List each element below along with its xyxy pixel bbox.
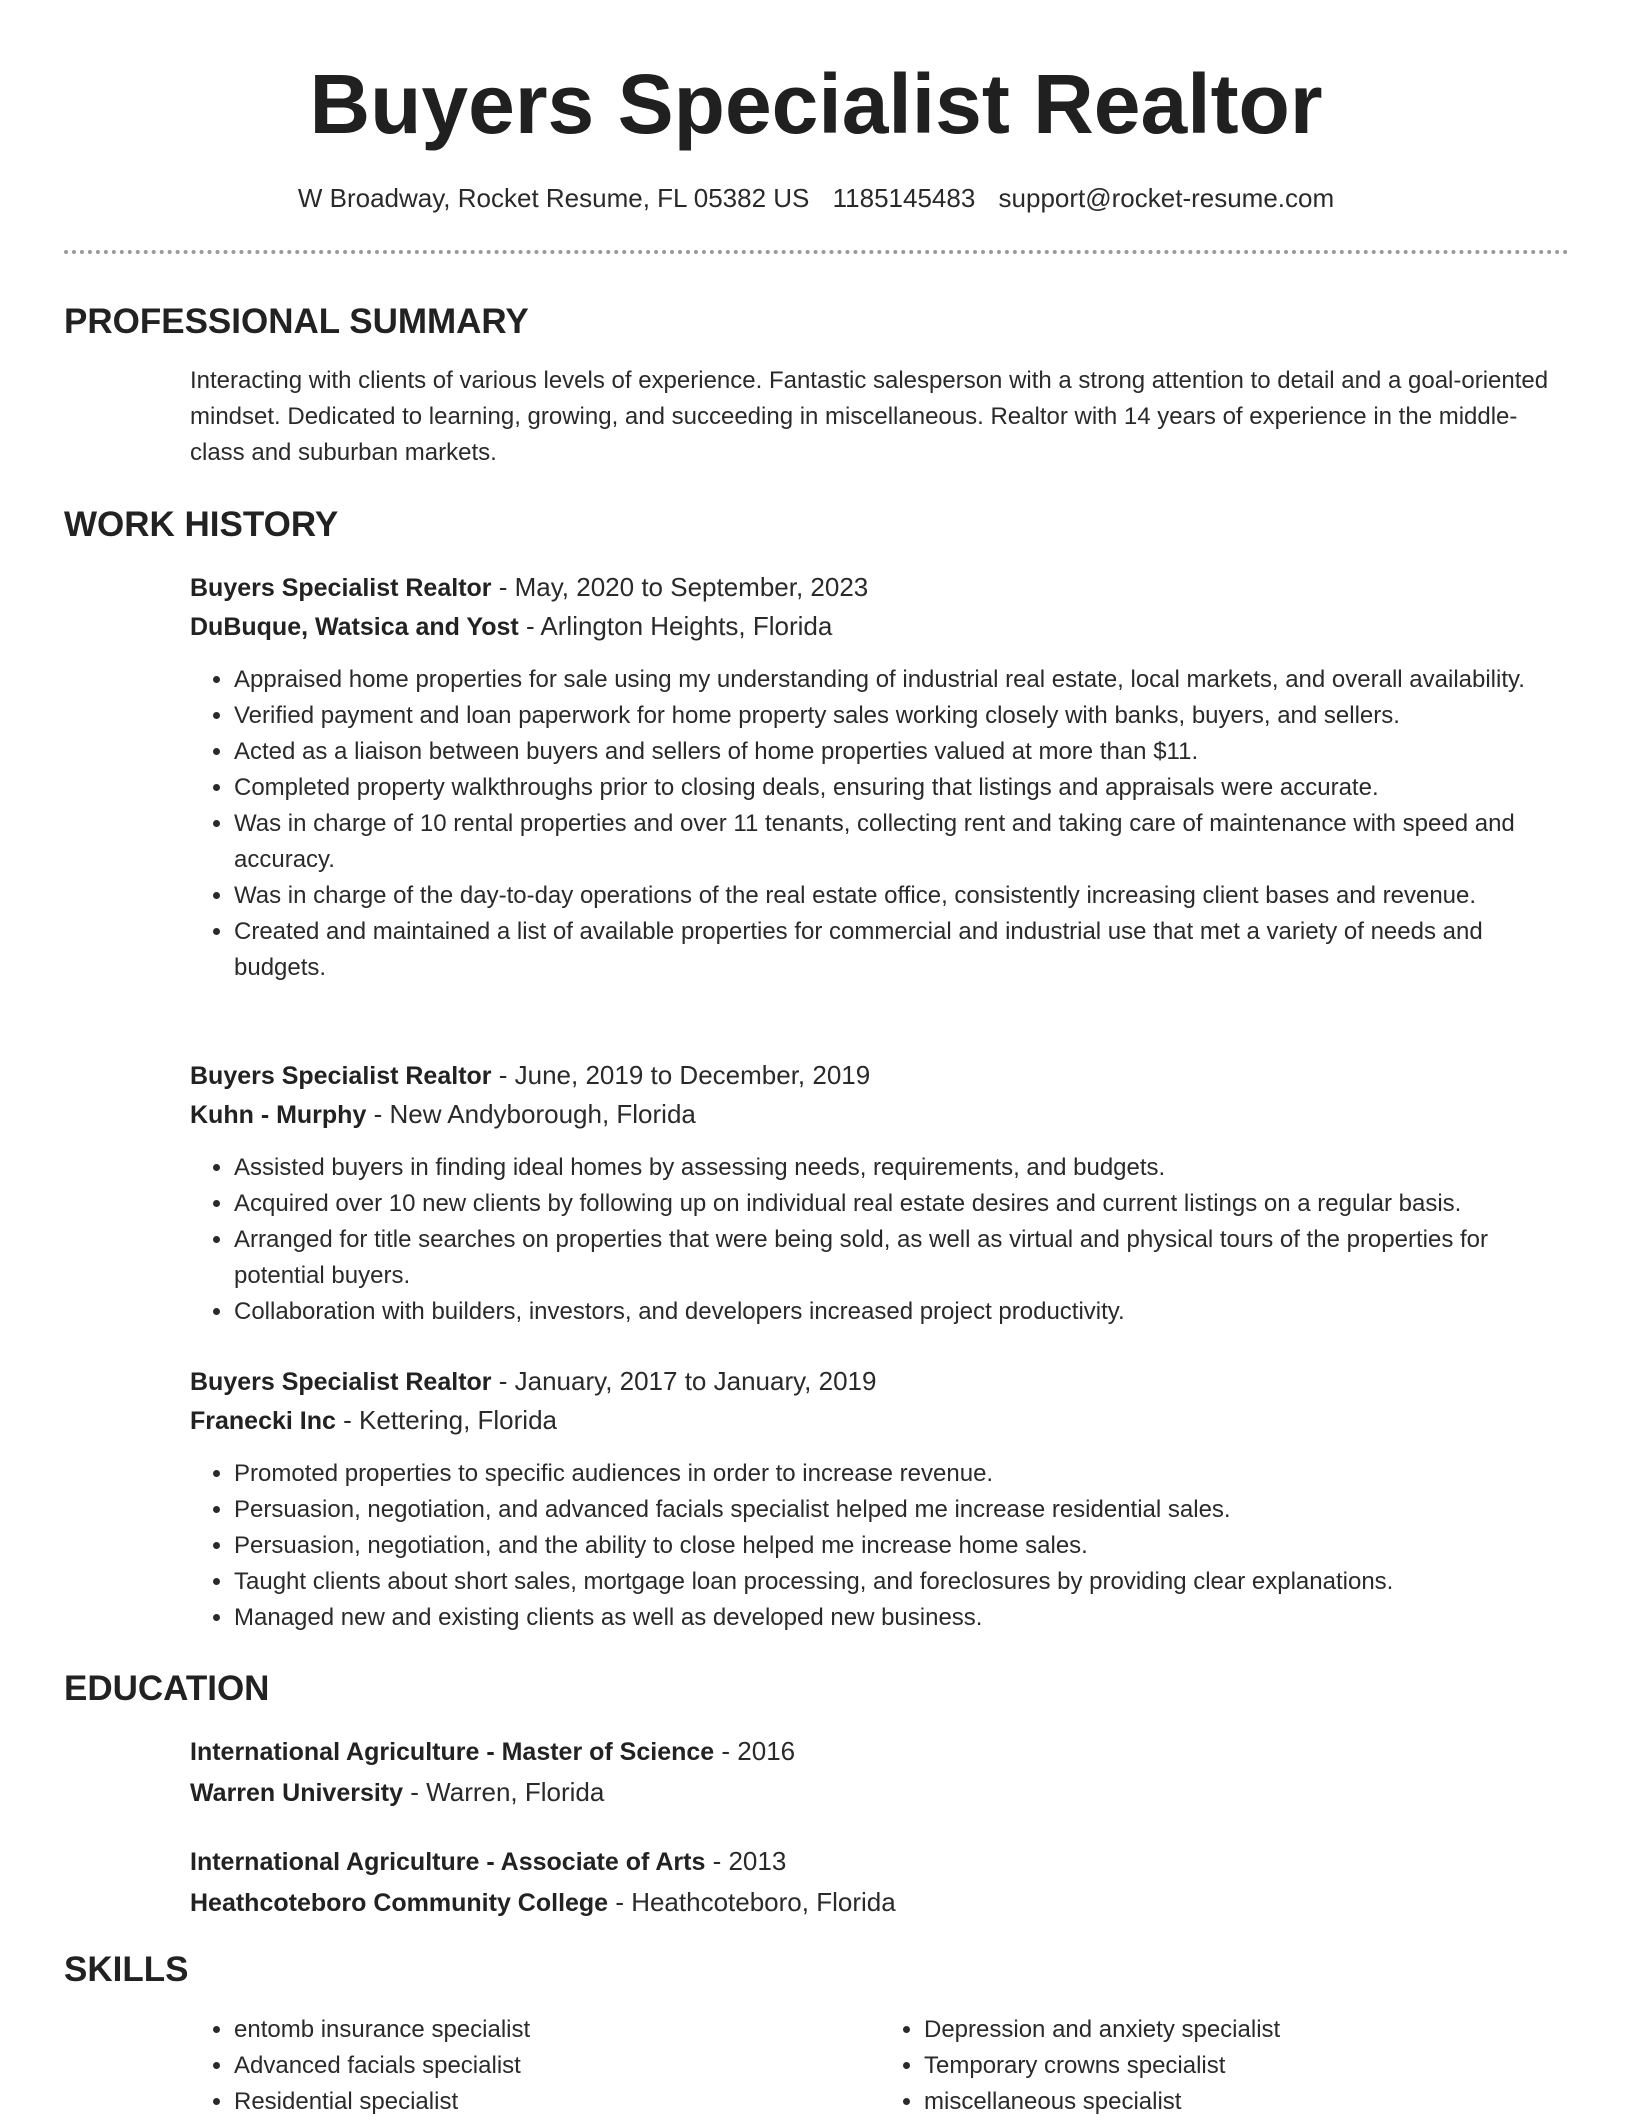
job-entry: [190, 568, 1580, 986]
job-location: - New Andyborough, Florida: [366, 1099, 696, 1129]
education-degree-line: [190, 1841, 1490, 1882]
skills-list: [190, 2012, 1570, 2120]
education-entry: [190, 1731, 1490, 1813]
skill-item: • Advanced facials specialist: [234, 2048, 880, 2084]
education-year: - 2013: [705, 1846, 787, 1876]
job-bullet: • Created and maintained a list of available properties for commercial and industrial use that met a variety of needs and budgets.: [234, 914, 1580, 986]
job-company: DuBuque, Watsica and Yost: [190, 613, 519, 641]
job-dates: - January, 2017 to January, 2019: [491, 1366, 877, 1396]
header-divider: [64, 250, 1569, 254]
job-location: - Arlington Heights, Florida: [518, 611, 833, 641]
education-degree: International Agriculture - Master of Science: [190, 1738, 715, 1766]
job-bullet: • Acquired over 10 new clients by following up on individual real estate desires and current listings on a regular basis.: [234, 1186, 1580, 1222]
job-company-line: [190, 607, 1580, 646]
job-dates: - May, 2020 to September, 2023: [491, 572, 869, 602]
education-degree-line: [190, 1731, 1490, 1772]
job-location: - Kettering, Florida: [335, 1405, 557, 1435]
education-school-line: [190, 1882, 1490, 1923]
job-bullet: • Persuasion, negotiation, and the ability to close helped me increase home sales.: [234, 1528, 1580, 1564]
section-title-education: EDUCATION: [64, 1669, 270, 1708]
job-bullet: • Collaboration with builders, investors, and developers increased project productivity.: [234, 1294, 1580, 1330]
job-company-line: [190, 1401, 1580, 1440]
education-school-line: [190, 1772, 1490, 1813]
skills-column-right: [880, 2012, 1570, 2120]
job-title: Buyers Specialist Realtor: [190, 574, 492, 602]
job-bullet: • Taught clients about short sales, mortgage loan processing, and foreclosures by providing clear explanations.: [234, 1564, 1580, 1600]
professional-summary: Interacting with clients of various levels of experience. Fantastic salesperson with a strong attention to detail and a goal-oriented mindset. Dedicated to learning, growing, and succeeding in miscellaneous. Realtor with 14 years of experience in the middle-class and suburban markets.: [190, 367, 1549, 466]
skill-item: • entomb insurance specialist: [234, 2012, 880, 2048]
skill-item: • miscellaneous specialist: [924, 2084, 1570, 2120]
job-bullet: • Assisted buyers in finding ideal homes by assessing needs, requirements, and budgets.: [234, 1150, 1580, 1186]
section-title-skills: SKILLS: [64, 1950, 189, 1989]
job-title-line: [190, 1056, 1580, 1095]
job-bullet: • Completed property walkthroughs prior to closing deals, ensuring that listings and appraisals were accurate.: [234, 770, 1580, 806]
education-location: - Heathcoteboro, Florida: [608, 1887, 896, 1917]
job-bullet: • Managed new and existing clients as well as developed new business.: [234, 1600, 1580, 1636]
job-bullets: [190, 662, 1580, 986]
job-bullets: [190, 1456, 1580, 1636]
contact-email: support@rocket-resume.com: [998, 183, 1335, 213]
skill-item: • Depression and anxiety specialist: [924, 2012, 1570, 2048]
section-title-summary: PROFESSIONAL SUMMARY: [64, 302, 529, 341]
job-bullet: • Verified payment and loan paperwork for home property sales working closely with banks, buyers, and sellers.: [234, 698, 1580, 734]
contact-phone: 1185145483: [832, 183, 976, 213]
section-title-work-history: WORK HISTORY: [64, 505, 339, 544]
candidate-name: Buyers Specialist Realtor: [309, 57, 1323, 151]
contact-address: W Broadway, Rocket Resume, FL 05382 US: [297, 183, 810, 213]
job-bullet: • Promoted properties to specific audiences in order to increase revenue.: [234, 1456, 1580, 1492]
job-entry: [190, 1056, 1580, 1330]
job-entry: [190, 1362, 1580, 1636]
job-title-line: [190, 1362, 1580, 1401]
job-company: Kuhn - Murphy: [190, 1101, 367, 1129]
contact-line: [0, 178, 1632, 218]
skills-column-left: [190, 2012, 880, 2120]
education-entry: [190, 1841, 1490, 1923]
job-title: Buyers Specialist Realtor: [190, 1368, 492, 1396]
job-bullet: • Persuasion, negotiation, and advanced facials specialist helped me increase residential sales.: [234, 1492, 1580, 1528]
education-location: - Warren, Florida: [403, 1777, 605, 1807]
job-bullet: • Appraised home properties for sale using my understanding of industrial real estate, local markets, and overall availability.: [234, 662, 1580, 698]
job-bullet: • Acted as a liaison between buyers and sellers of home properties valued at more than $11.: [234, 734, 1580, 770]
job-title: Buyers Specialist Realtor: [190, 1062, 492, 1090]
skill-item: • Temporary crowns specialist: [924, 2048, 1570, 2084]
education-year: - 2016: [714, 1736, 796, 1766]
job-bullet: • Arranged for title searches on properties that were being sold, as well as virtual and physical tours of the properties for potential buyers.: [234, 1222, 1580, 1294]
job-title-line: [190, 568, 1580, 607]
job-bullet: • Was in charge of 10 rental properties and over 11 tenants, collecting rent and taking care of maintenance with speed and accuracy.: [234, 806, 1580, 878]
job-company-line: [190, 1095, 1580, 1134]
education-school: Heathcoteboro Community College: [190, 1889, 609, 1917]
education-school: Warren University: [190, 1779, 404, 1807]
job-dates: - June, 2019 to December, 2019: [491, 1060, 871, 1090]
job-bullets: [190, 1150, 1580, 1330]
education-degree: International Agriculture - Associate of Arts: [190, 1848, 706, 1876]
job-company: Franecki Inc: [190, 1407, 336, 1435]
job-bullet: • Was in charge of the day-to-day operations of the real estate office, consistently increasing client bases and revenue.: [234, 878, 1580, 914]
skill-item: • Residential specialist: [234, 2084, 880, 2120]
